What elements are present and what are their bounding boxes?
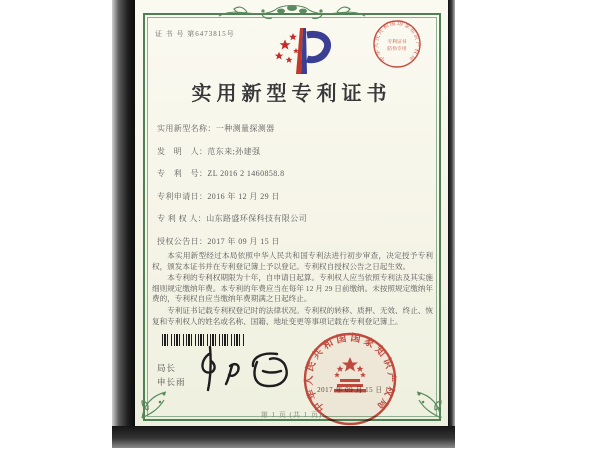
field-label: 专 利 权 人： [157, 214, 207, 223]
commissioner-signature-icon [193, 344, 305, 398]
field-label: 授权公告日： [157, 237, 208, 246]
corner-flourish-icon [140, 386, 170, 420]
field-value: 2016 年 12 月 29 日 [207, 192, 280, 201]
field-patent-number [157, 168, 284, 179]
legal-text [152, 251, 433, 328]
corner-flourish-icon [413, 386, 443, 420]
svg-text:专利证书: 专利证书 [387, 40, 407, 45]
svg-text:中华人民共和国国家知识产权局: 中华人民共和国国家知识产权局 [303, 332, 397, 414]
frame-edge-left [112, 0, 135, 448]
field-value: ZL 2016 2 1460858.8 [207, 169, 285, 178]
field-label: 发 明 人： [157, 147, 208, 156]
frame-edge-right [448, 0, 455, 448]
field-inventor [157, 146, 260, 157]
legal-paragraph: 本专利的专利权期限为十年，自申请日起算。专利权人应当依照专利法及其实施细则规定缴纳年费。本专利的年费应当在每年 12 月 29 日前缴纳。未按照规定缴纳年费的，专利权自应当缴纳年费期满之日起终止。 [152, 273, 433, 304]
field-value: 2017 年 09 月 15 日 [207, 237, 280, 246]
field-grant-date [157, 236, 280, 247]
field-label: 专利申请日： [157, 192, 208, 201]
field-filing-date [157, 191, 280, 202]
field-utility-model-name [157, 123, 275, 134]
field-value: 范东来;孙建强 [207, 147, 261, 156]
field-value: 一种测量探测器 [215, 124, 275, 133]
field-label: 专 利 号： [157, 169, 208, 178]
certificate-paper [135, 0, 448, 426]
signer-name-printed: 申长雨 [157, 377, 186, 387]
certificate-photo [112, 0, 455, 450]
field-patentee [157, 213, 307, 224]
top-border-ornament-icon [217, 0, 367, 26]
page-footer: 第 1 页 (共 1 页) [260, 411, 323, 419]
legal-paragraph: 本实用新型经过本局依照中华人民共和国专利法进行初步审查，决定授予专利权，颁发本证书并在专利登记簿上予以登记。专利权自授权公告之日起生效。 [152, 251, 433, 271]
certificate-number: 证 书 号 第6473815号 [155, 30, 235, 38]
field-label: 实用新型名称： [157, 124, 216, 133]
frame-edge-bottom [112, 426, 455, 448]
legal-paragraph: 专利证书记载专利权登记时的法律状况。专利权的转移、质押、无效、终止、恢复和专利权人的姓名或名称、国籍、地址变更等事项记载在专利登记簿上。 [152, 305, 433, 326]
signer-title: 局长 [157, 363, 177, 373]
patent-office-logo-icon [272, 24, 334, 78]
field-value: 山东路盛环保科技有限公司 [206, 214, 308, 223]
signer-block [157, 361, 186, 389]
anti-counterfeit-stamp-icon [371, 18, 423, 70]
svg-text:防伪专用: 防伪专用 [387, 47, 407, 52]
svg-text:中华人民共和国国家知识产权局: 中华人民共和国国家知识产权局 [373, 20, 421, 63]
certificate-title: 实用新型专利证书 [191, 83, 392, 105]
